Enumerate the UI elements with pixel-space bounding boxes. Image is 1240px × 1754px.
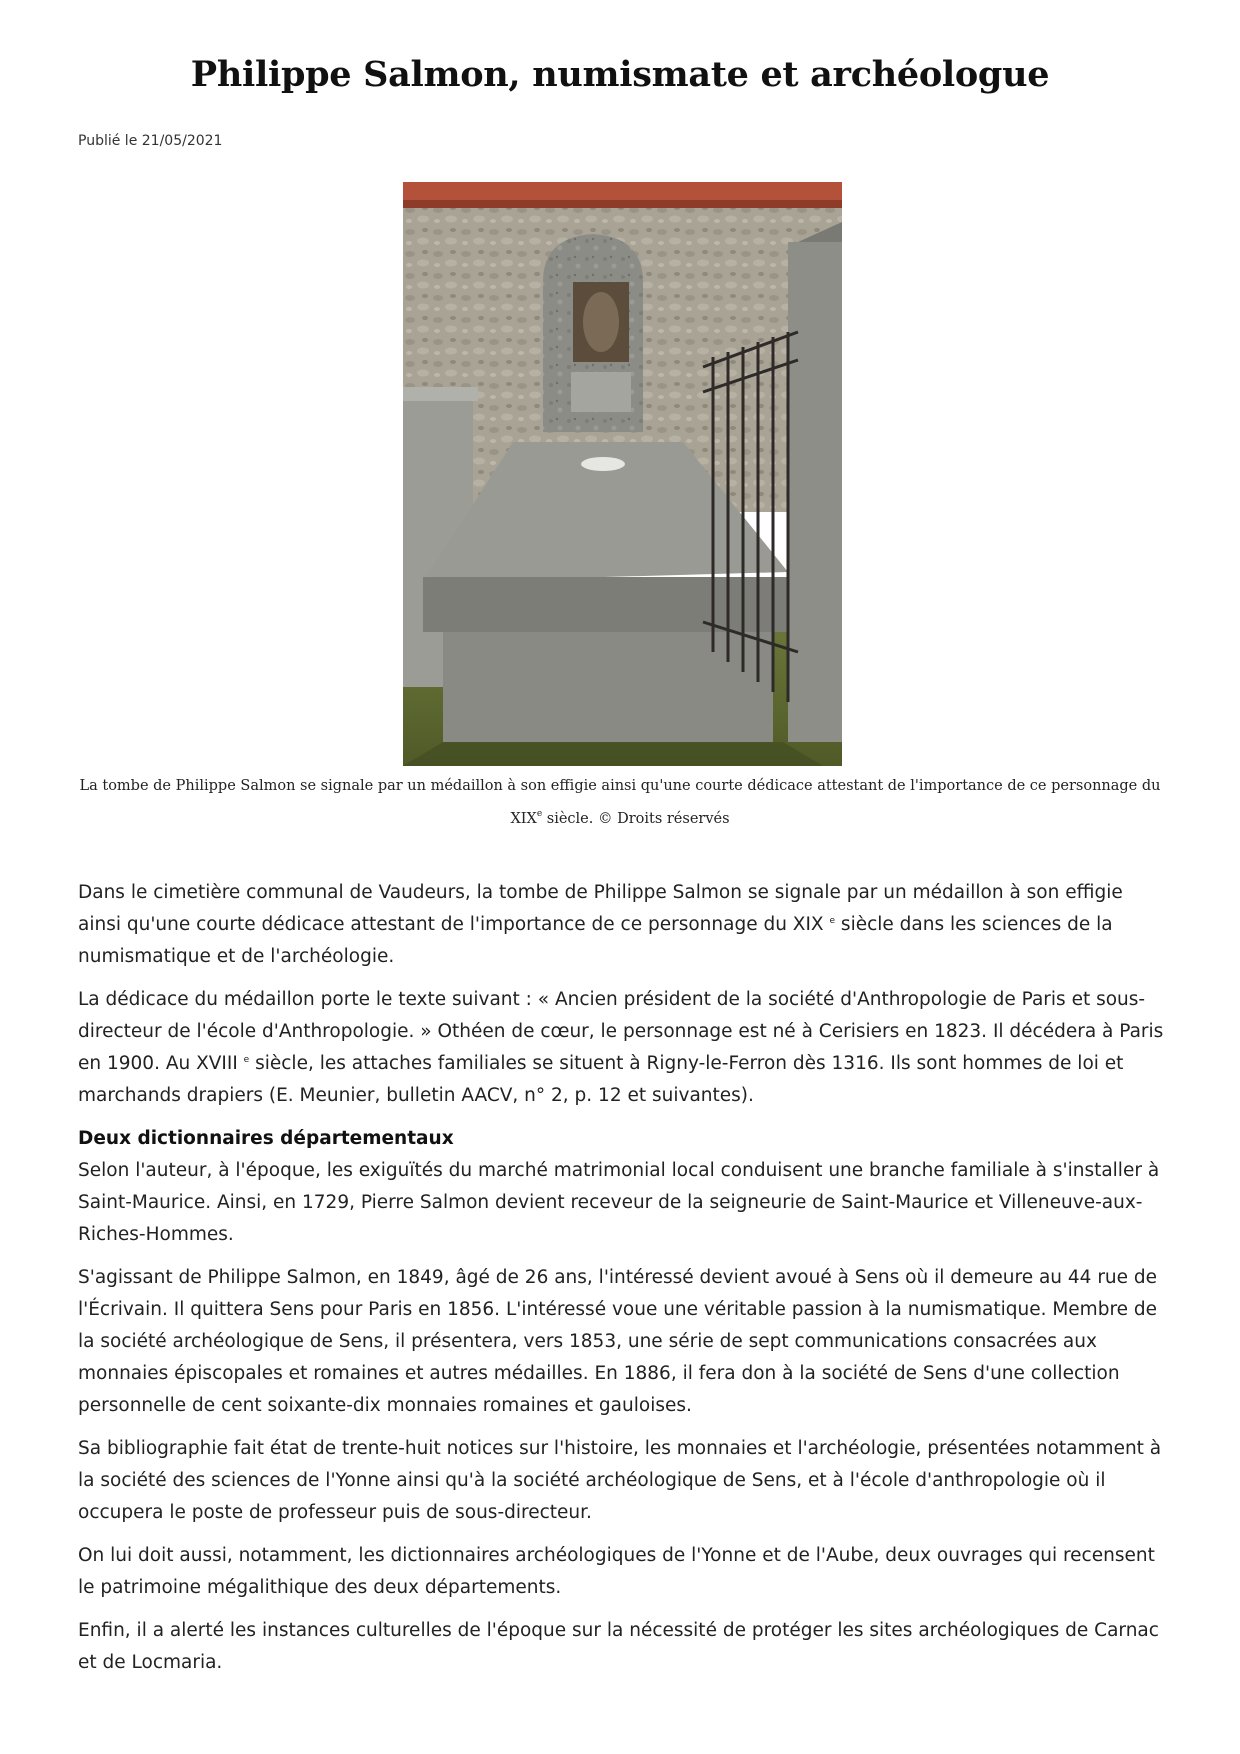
page-title: Philippe Salmon, numismate et archéologue xyxy=(190,54,1050,95)
paragraph: Dans le cimetière communal de Vaudeurs, la tombe de Philippe Salmon se signale par un médaillon à son effigie ainsi qu'une courte dédicace attestant de l'importance de ce personnage du XIX $^e$ siècle dans les sciences de la numismatique et de l'archéologie. xyxy=(78,882,1123,967)
photo-caption: La tombe de Philippe Salmon se signale par un médaillon à son effigie ainsi qu'une courte dédicace attestant de l'importance de ce personnage du XIXe siècle. © Droits réservés xyxy=(79,778,1161,827)
paragraph: S'agissant de Philippe Salmon, en 1849, âgé de 26 ans, l'intéressé devient avoué à Sens où il demeure au 44 rue de l'Écrivain. Il quittera Sens pour Paris en 1856. L'intéressé voue une véritable passion à la numismatique. Membre de la société archéologique de Sens, il présentera, vers 1853, une série de sept communications consacrées aux monnaies épiscopales et romaines et autres médailles. En 1886, il fera don à la société de Sens d'une collection personnelle de cent soixante-dix monnaies romaines et gauloises. xyxy=(78,1267,1158,1416)
article-body xyxy=(78,877,1166,1679)
publication-date: Publié le 21/05/2021 xyxy=(78,133,223,149)
paragraph: On lui doit aussi, notamment, les dictionnaires archéologiques de l'Yonne et de l'Aube, deux ouvrages qui recensent le patrimoine mégalithique des deux départements. xyxy=(78,1545,1155,1598)
paragraph: Enfin, il a alerté les instances culturelles de l'époque sur la nécessité de protéger les sites archéologiques de Carnac et de Locmaria. xyxy=(78,1620,1159,1673)
section-heading: Deux dictionnaires départementaux xyxy=(78,1128,454,1149)
paragraph: La dédicace du médaillon porte le texte suivant : « Ancien président de la société d'Anthropologie de Paris et sous-directeur de l'école d'Anthropologie. » Othéen de cœur, le personnage est né à Cerisiers en 1823. Il décédera à Paris en 1900. Au XVIII $^e$ siècle, les attaches familiales se situent à Rigny-le-Ferron dès 1316. Ils sont hommes de loi et marchands drapiers (E. Meunier, bulletin AACV, n° 2, p. 12 et suivantes). xyxy=(78,989,1164,1106)
paragraph: Sa bibliographie fait état de trente-huit notices sur l'histoire, les monnaies et l'archéologie, présentées notamment à la société des sciences de l'Yonne ainsi qu'à la société archéologique de Sens, et à l'école d'anthropologie où il occupera le poste de professeur puis de sous-directeur. xyxy=(78,1438,1162,1523)
paragraph: Selon l'auteur, à l'époque, les exiguïtés du marché matrimonial local conduisent une branche familiale à s'installer à Saint-Maurice. Ainsi, en 1729, Pierre Salmon devient receveur de la seigneurie de Saint-Maurice et Villeneuve-aux-Riches-Hommes. xyxy=(78,1160,1160,1245)
tomb-photo xyxy=(403,182,842,766)
